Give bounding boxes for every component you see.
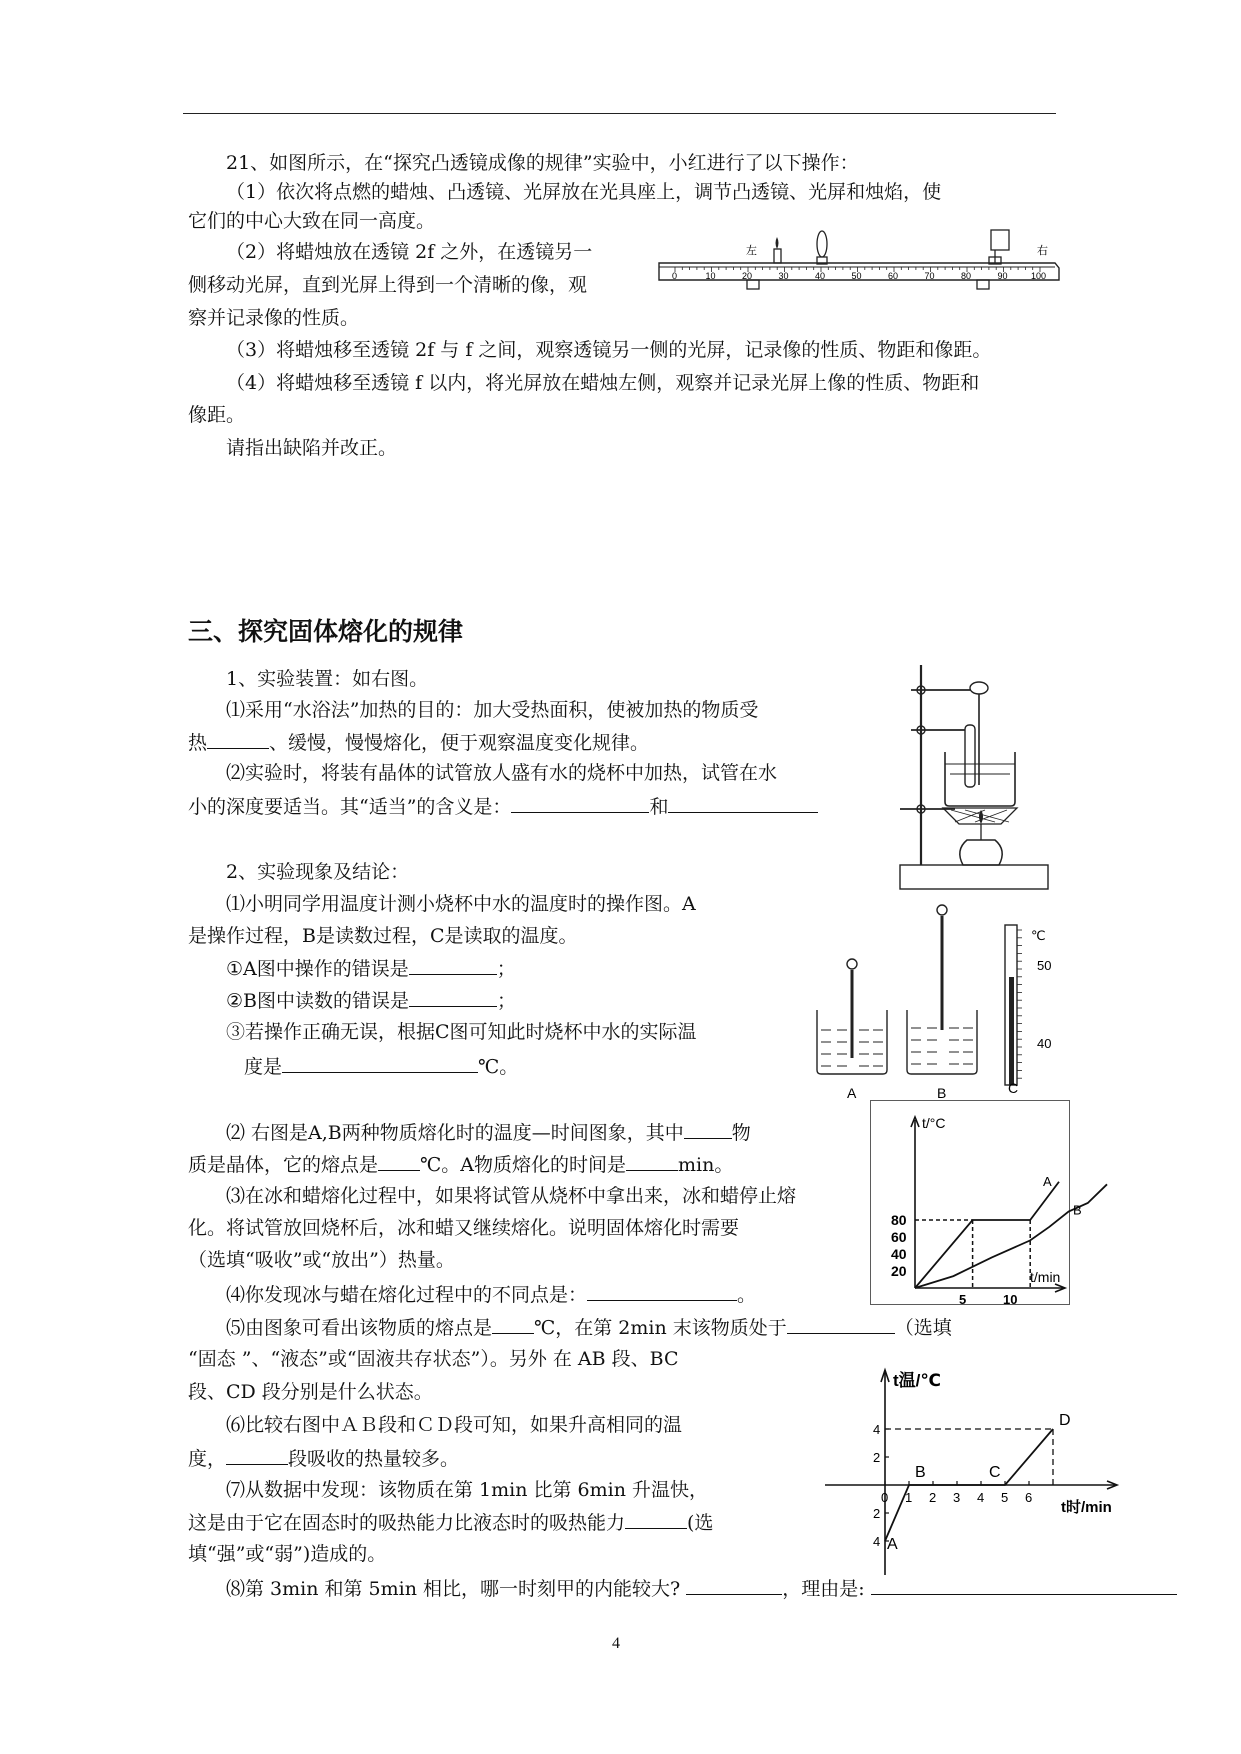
y-tick-label: 2 (873, 1450, 881, 1465)
y-tick-label: 40 (891, 1246, 907, 1262)
y-tick-label: 2 (873, 1506, 881, 1521)
answer-blank[interactable] (625, 1510, 687, 1529)
q21-step3: （3）将蜡烛移至透镜 2f 与 f 之间，观察透镜另一侧的光屏，记录像的性质、物距和像距。 (226, 339, 992, 361)
tick-50: 50 (1037, 958, 1052, 973)
bench-right-label: 右 (1037, 245, 1048, 257)
x-tick-label: 0 (881, 1490, 889, 1505)
label-b: B (937, 1085, 947, 1101)
series-b-line (915, 1184, 1107, 1288)
y-axis-label: t/°C (922, 1115, 946, 1131)
p2-6-line1: ⑹比较右图中ＡＢ段和ＣＤ段可知，如果升高相同的温 (226, 1414, 683, 1436)
bench-ticks (672, 267, 1046, 281)
bench-tick-label: 40 (815, 271, 826, 281)
x-tick-label: 6 (1025, 1490, 1033, 1505)
x-tick-label: 5 (1001, 1490, 1009, 1505)
alcohol-lamp-icon (960, 840, 1002, 865)
y-tick-label: 60 (891, 1229, 907, 1245)
point-label-d: D (1059, 1412, 1071, 1429)
x-tick-label: 4 (977, 1490, 985, 1505)
lens-icon (817, 231, 827, 257)
answer-blank[interactable] (587, 1282, 737, 1301)
q21-ask: 请指出缺陷并改正。 (226, 437, 398, 459)
x-tick-label: 5 (959, 1292, 967, 1307)
p2-2-line1: ⑵ 右图是A,B两种物质熔化时的温度—时间图象，其中 物 (226, 1122, 751, 1144)
q21-step2-cont: 侧移动光屏，直到光屏上得到一个清晰的像，观 (188, 274, 588, 296)
bench-tick-label: 80 (961, 271, 972, 281)
p2-5-line2: “固态 ”、“液态”或“固液共存状态”）。另外 在 AB 段、BC (188, 1348, 679, 1370)
thermometer-figures (805, 900, 1070, 1100)
answer-blank[interactable] (282, 1054, 478, 1073)
bench-tick-label: 100 (1031, 271, 1047, 281)
y-axis-label: t温/℃ (893, 1371, 941, 1390)
answer-blank[interactable] (409, 988, 497, 1007)
point-label-c: C (989, 1464, 1001, 1481)
label-a: A (847, 1085, 857, 1101)
p2-1-q3-cont: 度是 ℃。 (244, 1056, 519, 1078)
p1-1-line2: 热 、缓慢，慢慢熔化，便于观察温度变化规律。 (188, 732, 650, 754)
unit-c: ℃ (1031, 928, 1046, 943)
bench-tick-label: 20 (742, 271, 753, 281)
q21-step1-cont: 它们的中心大致在同一高度。 (188, 210, 436, 232)
p2-5-line3: 段、CD 段分别是什么状态。 (188, 1381, 433, 1403)
p2-1-q3: ③若操作正确无误，根据C图可知此时烧杯中水的实际温 (226, 1021, 697, 1043)
point-label-b: B (915, 1464, 926, 1481)
series-label: B (1073, 1202, 1082, 1218)
guide-lines (885, 1429, 1053, 1485)
x-axis-label: t/min (1030, 1269, 1061, 1285)
answer-blank[interactable] (686, 1576, 782, 1595)
series-label: A (1043, 1173, 1052, 1189)
label-c: C (1008, 1080, 1019, 1096)
candle-icon (774, 249, 781, 263)
p2-1-line2: 是操作过程，B是读数过程，C是读取的温度。 (188, 925, 578, 947)
p2-7-line3: 填“强”或“弱”)造成的。 (188, 1543, 387, 1565)
q21-step2-cont2: 察并记录像的性质。 (188, 307, 360, 329)
optical-bench-figure (655, 226, 1065, 296)
y-tick-label: 4 (873, 1422, 881, 1437)
p2-1-q2: ②B图中读数的错误是 ； (226, 990, 517, 1012)
series-lines (885, 1412, 1071, 1553)
q21-step1: （1）依次将点燃的蜡烛、凸透镜、光屏放在光具座上，调节凸透镜、光屏和烛焰，使 (226, 181, 942, 203)
bench-tick-label: 90 (997, 271, 1008, 281)
p2-2-line2: 质是晶体，它的熔点是 ℃。A物质熔化的时间是 min。 (188, 1154, 734, 1176)
flame-icon (776, 237, 779, 249)
bench-tick-label: 50 (851, 271, 862, 281)
screen-icon (991, 230, 1009, 250)
x-axis-label: t时/min (1061, 1499, 1112, 1516)
p2-3-line1: ⑶在冰和蜡熔化过程中，如果将试管从烧杯中拿出来，冰和蜡停止熔 (226, 1185, 797, 1207)
answer-blank[interactable] (787, 1315, 895, 1334)
p2-5-line1: ⑸由图象可看出该物质的熔点是 ℃，在第 2min 末该物质处于 （选填 (226, 1317, 952, 1339)
p2-1-q1: ①A图中操作的错误是 ； (226, 958, 516, 980)
q21-step4: （4）将蜡烛移至透镜 f 以内，将光屏放在蜡烛左侧，观察并记录光屏上像的性质、物距和 (226, 372, 980, 394)
p2-7-line2: 这是由于它在固态时的吸热能力比液态时的吸热能力 (选 (188, 1512, 714, 1534)
p2-7-line1: ⑺从数据中发现：该物质在第 1min 比第 6min 升温快， (226, 1479, 708, 1501)
answer-blank[interactable] (226, 1446, 288, 1465)
answer-blank[interactable] (684, 1120, 732, 1139)
bench-tick-label: 10 (705, 271, 716, 281)
p1-2-line1: ⑵实验时，将装有晶体的试管放人盛有水的烧杯中加热，试管在水 (226, 762, 778, 784)
bench-tick-label: 0 (672, 271, 678, 281)
q21-step4-cont: 像距。 (188, 404, 246, 426)
guide-lines (915, 1220, 1030, 1288)
bench-tick-label: 70 (924, 271, 935, 281)
melting-curve-chart (870, 1100, 1082, 1307)
p1-2-line2: 小的深度要适当。其“适当”的含义是： 和 (188, 794, 818, 819)
answer-blank[interactable] (207, 730, 269, 749)
answer-blank[interactable] (626, 1152, 678, 1171)
tick-40: 40 (1037, 1036, 1052, 1051)
p2-1-line1: ⑴小明同学用温度计测小烧杯中水的温度时的操作图。A (226, 893, 696, 915)
bench-left-label: 左 (746, 245, 757, 257)
p2-3-line3: （选填“吸收”或“放出”）热量。 (188, 1249, 455, 1271)
section-heading: 三、探究固体熔化的规律 (188, 617, 464, 646)
bench-tick-label: 30 (778, 271, 789, 281)
q21-title: 21、如图所示，在“探究凸透镜成像的规律”实验中，小红进行了以下操作： (226, 152, 859, 174)
beaker-icon (945, 752, 1015, 806)
p1-title: 1、实验装置：如右图。 (226, 668, 429, 690)
answer-blank[interactable] (378, 1152, 420, 1171)
p2-4: ⑷你发现冰与蜡在熔化过程中的不同点是： 。 (226, 1284, 757, 1306)
temperature-time-chart (815, 1360, 1135, 1585)
y-tick-label: 80 (891, 1212, 907, 1228)
answer-blank[interactable] (409, 956, 497, 975)
page-number: 4 (612, 1635, 620, 1652)
x-tick-label: 1 (905, 1490, 913, 1505)
p2-6-line2: 度， 段吸收的热量较多。 (188, 1448, 460, 1470)
water-bath-apparatus (895, 660, 1055, 900)
p2-3-line2: 化。将试管放回烧杯后，冰和蜡又继续熔化。说明固体熔化时需要 (188, 1217, 740, 1239)
p2-8: ⑻第 3min 和第 5min 相比，哪一时刻甲的内能较大? ，理由是: (226, 1576, 1177, 1601)
x-tick-label: 3 (953, 1490, 961, 1505)
x-tick-label: 2 (929, 1490, 937, 1505)
series-lines (915, 1174, 1107, 1288)
answer-blank[interactable] (492, 1315, 534, 1334)
y-tick-label: 20 (891, 1263, 907, 1279)
base-icon (900, 865, 1048, 889)
axis-ticks (891, 1212, 1017, 1307)
test-tube-icon (965, 725, 975, 787)
p2-title: 2、实验现象及结论： (226, 861, 410, 883)
answer-blank[interactable] (511, 794, 649, 813)
x-tick-label: 10 (1003, 1292, 1018, 1307)
bench-tick-label: 60 (888, 271, 899, 281)
point-label-a: A (887, 1536, 898, 1553)
answer-blank[interactable] (668, 794, 818, 813)
q21-step2: （2）将蜡烛放在透镜 2f 之外，在透镜另一 (226, 241, 593, 263)
y-tick-label: 4 (873, 1534, 881, 1549)
header-rule (183, 113, 1056, 114)
p1-1-line1: ⑴采用“水浴法”加热的目的：加大受热面积，使被加热的物质受 (226, 699, 759, 721)
